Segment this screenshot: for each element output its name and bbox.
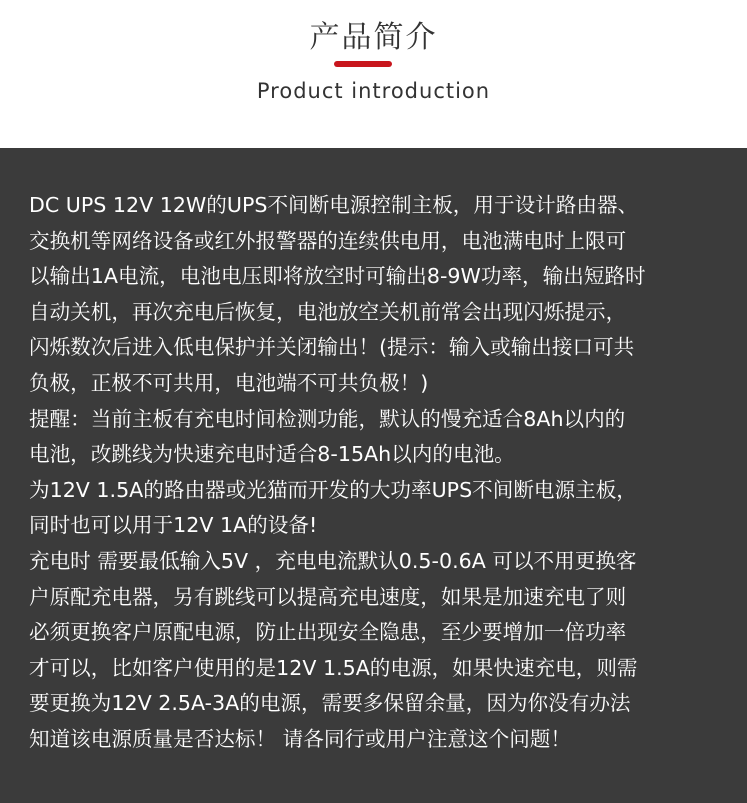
description-line: 知道该电源质量是否达标！ 请各同行或用户注意这个问题！ [29,726,571,751]
description-line: 为12V 1.5A的路由器或光猫而开发的大功率UPS不间断电源主板， [29,477,637,502]
description-line: 闪烁数次后进入低电保护并关闭输出！(提示：输入或输出接口可共 [29,335,635,360]
description-line: 提醒：当前主板有充电时间检测功能，默认的慢充适合8Ah以内的 [29,406,626,431]
description-line: 才可以，比如客户使用的是12V 1.5A的电源，如果快速充电，则需 [29,655,638,680]
description-line: 交换机等网络设备或红外报警器的连续供电用，电池满电时上限可 [29,228,627,253]
description-line: 自动关机，再次充电后恢复，电池放空关机前常会出现闪烁提示， [29,299,627,324]
description-line: 负极，正极不可共用，电池端不可共负极！) [29,370,429,395]
description-line: 要更换为12V 2.5A-3A的电源，需要多保留余量，因为你没有办法 [29,691,631,716]
page-subtitle: Product introduction [256,79,491,103]
product-description [29,188,729,758]
description-line: 充电时 需要最低输入5V ，充电电流默认0.5-0.6A 可以不用更换客 [29,548,637,573]
description-line: 户原配充电器，另有跳线可以提高充电速度，如果是加速充电了则 [29,584,627,609]
description-line: 电池，改跳线为快速充电时适合8-15Ah以内的电池。 [29,442,515,467]
page-title: 产品简介 [309,20,438,55]
title-underline-accent [334,61,392,67]
description-line: DC UPS 12V 12W的UPS不间断电源控制主板，用于设计路由器、 [29,193,639,217]
header-section [0,0,747,148]
description-line: 同时也可以用于12V 1A的设备! [29,513,318,538]
content-panel [0,148,747,803]
description-line: 必须更换客户原配电源，防止出现安全隐患，至少要增加一倍功率 [29,620,627,645]
description-line: 以输出1A电流，电池电压即将放空时可输出8-9W功率，输出短路时 [29,264,646,289]
